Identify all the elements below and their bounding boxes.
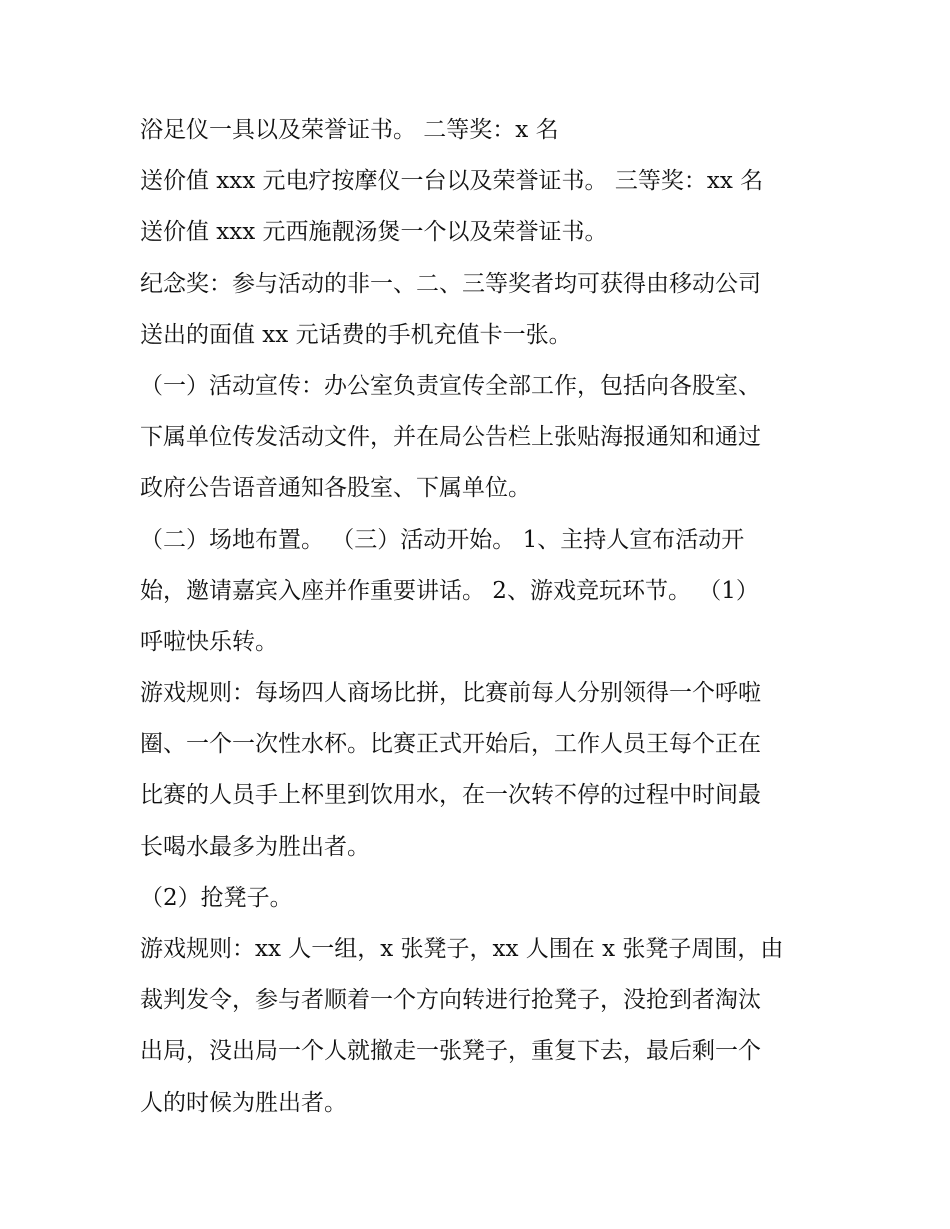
text-line-9: （二）场地布置。 （三）活动开始。 1、主持人宣布活动开 bbox=[140, 526, 745, 553]
text-line-12: 游戏规则：每场四人商场比拼，比赛前每人分别领得一个呼啦 bbox=[140, 680, 761, 707]
text-line-3: 送价值 xxx 元西施靓汤煲一个以及荣誉证书。 bbox=[140, 219, 608, 246]
text-line-7: 下属单位传发活动文件，并在局公告栏上张贴海报通知和通过 bbox=[140, 424, 761, 451]
text-line-6: （一）活动宣传：办公室负责宣传全部工作，包括向各股室、 bbox=[140, 372, 761, 399]
text-line-20: 人的时候为胜出者。 bbox=[140, 1089, 347, 1116]
text-line-17: 游戏规则：xx 人一组，x 张凳子，xx 人围在 x 张凳子周围，由 bbox=[140, 936, 784, 962]
text-line-14: 比赛的人员手上杯里到饮用水，在一次转不停的过程中时间最 bbox=[140, 782, 761, 809]
text-line-8: 政府公告语音通知各股室、下属单位。 bbox=[140, 475, 531, 502]
text-line-18: 裁判发令，参与者顺着一个方向转进行抢凳子，没抢到者淘汰 bbox=[140, 987, 761, 1014]
text-line-16: （2）抢凳子。 bbox=[140, 884, 293, 911]
text-line-4: 纪念奖：参与活动的非一、二、三等奖者均可获得由移动公司 bbox=[140, 270, 761, 297]
text-line-19: 出局，没出局一个人就撤走一张凳子，重复下去，最后剩一个 bbox=[140, 1038, 761, 1065]
document-body bbox=[140, 105, 820, 1129]
text-line-5: 送出的面值 xx 元话费的手机充值卡一张。 bbox=[140, 321, 572, 348]
text-line-15: 长喝水最多为胜出者。 bbox=[140, 833, 370, 860]
text-line-11: 呼啦快乐转。 bbox=[140, 628, 278, 655]
text-line-2: 送价值 xxx 元电疗按摩仪一台以及荣誉证书。 三等奖：xx 名 bbox=[140, 168, 764, 195]
text-line-13: 圈、一个一次性水杯。比赛正式开始后，工作人员王每个正在 bbox=[140, 731, 761, 758]
text-line-10: 始，邀请嘉宾入座并作重要讲话。 2、游戏竞玩环节。 （1） bbox=[140, 577, 759, 604]
text-line-1: 浴足仪一具以及荣誉证书。 二等奖：x 名 bbox=[140, 117, 559, 143]
